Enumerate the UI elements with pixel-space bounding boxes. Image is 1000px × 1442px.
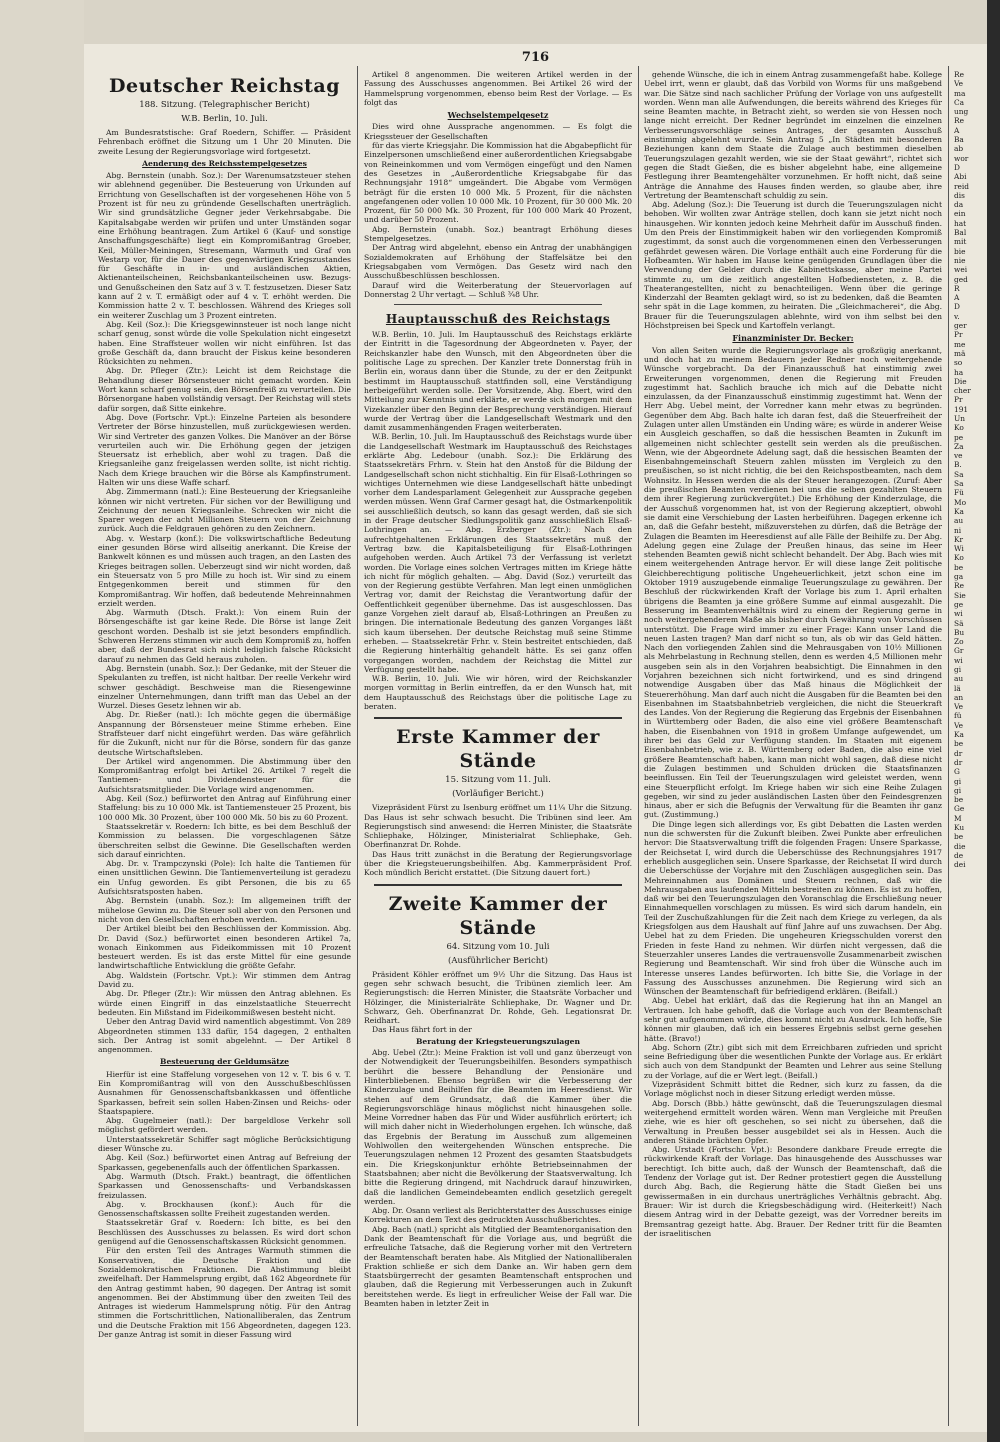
article-body [644,346,942,1239]
article-continuation [644,70,942,330]
paragraph: Abg. Keil (Soz.): Die Kriegsgewinnsteuer ist noch lange nicht scharf genug, sonst würde die volle Spekulation nicht eingesetzt haben. Eine Straffsteuer wollen wir nicht einführen. Ist das große Geschäft da, dann braucht der Fiskus keine besonderen Rücksichten zu nehmen. [98,319,351,367]
paragraph: ga [954,572,964,582]
paragraph: hat [954,218,967,228]
paragraph: Abg. Schorn (Ztr.) gibt sich mit dem Erreichbaren zufrieden und spricht seine Befriedigung über die wesentlichen Punkte der Vorlage aus. Er erklärt sich auch von dem Standpunkt der Beamten und Lehrer aus seine Stellung zu der Vorlage, auf die er Wert legt. (Beifall.) [644,1042,942,1080]
paragraph: wor [954,153,969,163]
paragraph: me [954,339,966,349]
paragraph: Kr [954,534,964,544]
session-line: 15. Sitzung vom 11. Juli. [445,775,551,786]
cropped-text [954,70,987,870]
paragraph: ged [954,274,968,284]
paragraph: Abg. Urstadt (Fortschr. Vpt.): Besondere dankbare Freude erregte die rückwirkende Kraft der Vorlage. Das hinausgehende des Ausschusses war berechtigt. Ich bitte auch, daß der Wunsch der Beamtenschaft, daß die Tendenz der Vorlage gut ist. Der Redner protestiert gegen die Ausstellung durch Abg. Bach, die Regierung hätte die Stadt Gießen bei uns gewissermaßen in ein durchaus unerträgliches Verhältnis gebracht. Abg. Brauer: Wir ist durch die Kriegsbeschädigung wird. (Heiterkeit!) Nach diesem Antrag wird in der Debatte gezeigt, was der Vorredner bereits im Bremsantrag gezeigt hatte. Abg. Brauer. Der Redner tritt für die Beamten der israelitischen [644,1145,942,1238]
paragraph: Sie [954,590,966,600]
paragraph: Abg. Bernstein (unabh. Soz.) beantragt Erhöhung dieses Stempelgesetzes. [364,224,632,244]
scan-left-margin [0,0,84,1442]
paragraph: Von allen Seiten wurde die Regierungsvorlage als großzügig anerkannt, und doch hat zu meinem Bedauern jeder Redner noch weitergehende Wünsche vorgebracht. Da der Finanzausschuß hat einstimmig zwei Erweiterungen vorgenommen, denen die Regierung mit Freuden zugestimmt hat. Sachlich brauche ich mich auf die Debatte nicht einzulassen, da der Finanzausschuß einstimmig zugestimmt hat. Wenn der Herr Abg. Uebel meint, der Vorredner kann mehr etwas zu begründen. Gegenüber dem Abg. Bach halte ich daran fest, daß die Steuerfreiheit der Zulagen unter allen Umständen ein Unding wäre; es würde in anderer Weise ein Ausgleich geschaffen, so daß die hessischen Beamten in Zukunft im allgemeinen nicht schlechter gestellt sein werden als die preußischen. Wenn, wie der Abgeordnete Adelung sagt, daß die hessischen Beamten der Eisenbahngemeinschaft Steuern zahlen müssten im Vergleich zu den preußischen, so ist nicht richtig, die bei den Reichspostbeamten, nach dem Wohnsitz. In Hessen werden die als der Steuer herangezogen. (Zuruf: Aber die preußischen Beamten verdienen bei uns die selben gezahlten Steuern dem ihrer Regierung zurückvergütet.) Die Erhöhung der Kinderzulage, die der Ausschuß vorgenommen hat, ist von der Regierung akzeptiert, obwohl sie damit eine Verschiebung der Lasten herbeiführen. Dagegen erkenne ich an, daß die Gefahr besteht, mißzuverstehen zu dürfen, daß die Beträge der Zulagen die Beamten im Heeresdienst auf alle Fälle der Beihilfe zu. Der Abg. Adelung gegen eine Zulage der Preußen hinaus, das seine im Heer stehenden Beamten gewiß nicht schlecht behandelt. Der Abg. Bach wies mit einem weitergehenden Antrage hervor. Er will diese lange Zeit politische Gleichberechtigung politische Ungeheuerlichkeit, jetzt schon eine im Oktober 1919 auszugebende einmalige Teuerungszulage zu gewähren. Der Beschluß der rückwirkenden Kraft der Vorlage bis zum 1. April erhalten übrigens die Beamten ja eine größere Summe auf einmal ausgezahlt. Die Besserung im Beamtenverhältnis wird zu einem der Regierung gerne in noch weitergehenderem Maße als bisher durch Gewährung von Vorschüssen unterstützt. Die Frage wird immer zu einer Frage: Kann unser Land die neuen Lasten tragen? Man darf nicht so tun, als ob wir das Geld hätten. Nach den vorliegenden Zahlen sind die Mehrausgaben von 10½ Millionen als Mehrbelastung in Rechnung stellen, denn es werden 4,5 Millionen mehr ausgeben sein als in den Vorjahren beabsichtigt. Die Einnahmen in den Vorjahren bezeichnen sich nicht fortwirkend, und es sind dringend notwendige Ausgaben über das Maß hinaus die Möglichkeit der Steuererhöhung. Man darf auch nicht die Ausgaben für die Beamten bei den Eisenbahnen im Staatsbahnbetrieb vergleichen, die nicht die Steuerkraft des Landes. Von der Regierung die Regierung das Ergebnis der Eisenbahnen in Württemberg oder Baden, die also eine viel größere Beamtenschaft haben, die Eisenbahnen von 1918 in großem Umfange aufgewendet, um ihrer bei das Geld zur Verfügung standen. Im Staaten mit eigenem Eisenbahnbetrieb, wie z. B. Württemberg oder Baden, die also eine viel größere Beamtenschaft haben, kann man nicht wohl sagen, daß diese nicht die Zulagen bestimmen und Schulden drücken die Staatsfinanzen beeinflussen. Ein Teil der Teuerungszulagen wird geleistet werden, wenn eine Steuerpflicht erfolgt. Im Kriege haben wir sich eine Reihe Zulagen gegeben, wir sind zu jeder ausländischen Lasten über den Feindesgrenzen hinaus, aber er sich die Befugnis der Verwaltung für die Beamten ihr ganz gut. (Zustimmung.) [644,345,942,820]
separator [394,304,602,305]
paragraph: B. [954,460,962,470]
paragraph: D [954,302,960,312]
paragraph: Za [954,441,964,451]
paragraph: Ka [954,506,964,516]
paragraph: Abg. Zimmermann (natl.): Eine Besteuerung der Kriegsanleihe können wir nicht vertreten. Für sichen vor der Bewilligung und Zeichnung der neuen Kriegsanleihe. Schrecken wir nicht die Sparer wegen der acht Millionen Steuern von der Zeichnung zurück. Auch die Feldgrauen gehören zu den Zeichnern. [98,487,351,534]
headline-zweite-kammer: Zweite Kammer der Stände [388,892,608,939]
paragraph: ein [954,209,966,219]
paragraph: be [954,562,964,572]
paragraph: ha [954,367,964,377]
column-2 [364,70,632,1420]
paragraph: Sa [954,469,964,479]
subheading-wechselstempel: Wechselstempelgesetz [447,110,549,121]
paragraph: Sä [954,618,964,628]
paragraph: Abg. Bach (natl.) spricht als Mitglied der Beamtenorganisation den Dank der Beamtenschaft für die Vorlage aus, und begrüßt die erfreuliche Tatsache, daß die Regierung vorher mit den Vertretern der Beamtenschaft beraten habe. Als Mitglied der Nationalliberalen Fraktion schließe er sich dem Danke an. Wir haben gern dem Staatsbürgerrecht der gesamten Beamtenschaft entsprochen und glauben, daß die Regierung mit Verbesserungen auch in Zukunft bereitstehen werde. Es liegt in erfreulicher Weise der Fall war. Die Beamten haben in letzter Zeit in [364,1224,632,1309]
page-number: 716 [521,50,550,65]
paragraph: A [954,125,960,135]
paragraph: wi [954,655,963,665]
paragraph: Das Haus tritt zunächst in die Beratung der Regierungsvorlage über die Kriegsteuerungsbeihilfen. Abg. Kammerpräsident Prof. Koch mündlich Bericht erstattet. (Die Sitzung dauert fort.) [364,849,632,878]
paragraph: Gr [954,646,964,656]
paragraph: Ve [954,79,964,89]
paragraph: au [954,516,964,526]
paragraph: 191 [954,404,969,414]
paragraph: Abg. Bernstein (unabh. Soz.): Der Gedanke, mit der Steuer die Spekulanten zu treffen, ist nicht haltbar. Der reelle Verkehr wird schwer geschädigt. Beschweise man die Riesengewinne einzelner Unternehmungen, dann trifft man das Uebel an der Wurzel. Dieses Gesetz lehnen wir ab. [98,663,351,711]
paragraph: Ve [954,720,964,730]
paragraph: Ka [954,730,964,740]
paragraph: Abg. Uebel (Ztr.): Meine Fraktion ist voll und ganz überzeugt von der Notwendigkeit der Teuerungsbeihilfen. Besonders sympathisch berührt die bessere Behandlung der Pensionäre und Hinterbliebenen. Ebenso begrüßen wir die Verbesserung der Kinderzulage und Beihilfen für die Beamten im Heeresdienst. Wir stehen auf dem Grundsatz, daß die Kammer über die Regierungsvorschläge hinaus möglichst nicht hinausgehen solle. Meine Vorredner haben das Für und Wider ausführlich erörtert; ich will mich daher nicht in Wiederholungen ergehen. Ich wünsche, daß das Ergebnis der Beratung im Ausschuß zum allgemeinen Wohlwollen den weitergehenden Wünschen entspreche. Die Teuerungszulagen nehmen 12 Prozent des gesamten Staatsbudgets ein. Die Kriegskonjunktur erhöhte Betriebseinnahmen der Staatsbahnen; aber nicht die Bevölkerung der Staatsverwaltung. Ich bitte die Regierung dringend, mit Nachdruck darauf hinzuwirken, daß die landlichen Gemeindebeamten endlich gesetzlich geregelt werden. [364,1048,632,1206]
paragraph: Bu [954,627,965,637]
paragraph: Der Artikel wird angenommen. Die Abstimmung über den Kompromißantrag erfolgt bei Artikel 26. Artikel 7 regelt die Tantiemen- und Dividendensteuer für die Aufsichtsratsmitglieder. Die Vorlage wird angenommen. [98,756,351,794]
paragraph: de [954,850,964,860]
paragraph: Ve [954,702,964,712]
paragraph: G [954,767,960,777]
paragraph: Re [954,70,964,79]
paragraph: gi [954,785,962,795]
paragraph: Abg. v. Westarp (konf.): Die volkswirtschaftliche Bedeutung einer gesunden Börse wird allseitig anerkannt. Die Kreise der Bankwelt können es und müssen auch tragen, an den Lasten des Krieges beitragen sollen. Ueberzeugt sind wir nicht worden, daß ein Steuersatz von 5 pro Mille zu hoch ist. Wir sind zu einem Entgegenkommen bereit und stimmen für den Kompromißantrag. Wir hoffen, daß bedeutende Mehreinnahmen erzielt werden. [98,533,351,608]
paragraph: so [954,358,963,368]
paragraph: cher [954,386,971,396]
paragraph: mä [954,348,966,358]
dateline: W.B. Berlin, 10. Juli. [181,114,268,124]
paragraph: ab [954,144,964,154]
paragraph: R [954,283,960,293]
paragraph: Ba [954,135,964,145]
paragraph: Abg. Waldstein (Fortschr. Vpt.): Wir stimmen dem Antrag David zu. [98,970,351,990]
scan-right-edge [987,0,1000,1442]
paragraph: Abg. Uebel hat erklärt, daß das die Regierung hat ihn an Mangel an Vertrauen. Ich habe gehofft, daß die Vorlage auch von der Beamtenschaft sehr gut aufgenommen würde, dies kommt nicht zu Ausdruck. Ich hoffe, Sie können mir glauben, daß ich ein besseres Ergebnis selbst gerne gesehen hätte. (Bravo!) [644,996,942,1043]
paragraph: A [954,293,960,303]
paragraph: Zo [954,637,964,647]
session-line: 188. Sitzung. (Telegraphischer Bericht) [139,100,310,110]
paragraph: pe [954,432,964,442]
paragraph: gehende Wünsche, die ich in einem Antrag zusammengefaßt habe. Kollege Uebel irrt, wenn er glaubt, daß das Vorbild von Worms für uns maßgebend war. Die Sätze sind nach sachlicher Prüfung der Vorlage von uns aufgestellt worden. Wenn man alle Aufwendungen, die bereits während des Krieges für seine Beamten machte, in Betracht zieht, so werden sie von Hessen noch lange nicht erreicht. Der Redner begründet im einzelnen die einzelnen Verbesserungsvorschläge seines Antrages, der gesamten Ausschuß einstimmig abgelehnt wurde. Sein Antrag 5 „In Städten mit besonderen Beziehungen kann dem Staate die Zulage auch bestimmen dieselben Teuerungszulagen gezahlt werden, wie sie der Staat gewährt“, richtet sich gegen die Stadt Gießen, die es bisher abgelehnt habe, eine allgemeine Festlegung ihrer Beamtengehälter vorzunehmen. Er hofft nicht, daß seine Anträge die Annahme des Hauses finden werden, so glaube aber, ihre Vertretung der Beamtenschaft schuldig zu sein. [644,70,942,200]
article-body [364,122,632,299]
paragraph: Abg. Dr. Osann verliest als Berichterstatter des Ausschusses einige Korrekturen an dem Text des gedruckten Ausschußberichtes. [364,1206,632,1225]
subheading-finanzminister: Finanzminister Dr. Becker: [732,333,854,344]
paragraph: da [954,200,964,210]
session-line: 64. Sitzung vom 10. Juli [446,941,550,952]
paragraph: Abg. Dove (Fortschr. Vpt.): Einzelne Parteien als besondere Vertreter der Börse hinzustellen, muß zurückgewiesen werden. Wir sind Vertreter des ganzen Volkes. Die Manöver an der Börse verurteilen auch wir. Die Erhöhung gegen der jetzigen Steuersatz ist erheblich, aber wohl zu tragen. Daß die Kriegsanleihe ganz freigelassen werden sollte, ist nicht richtig. Nach dem Kriege brauchen wir die Börse als Kampfinstrument. Halten wir uns diese Waffe scharf. [98,412,351,487]
column-rule [638,66,639,1426]
paragraph: Vizepräsident Schmitt bittet die Redner, sich kurz zu fassen, da die Vorlage möglichst noch in dieser Sitzung erledigt werden müsse. [644,1080,942,1099]
paragraph: für das vierte Kriegsjahr. Die Kommission hat die Abgabepflicht für Einzelpersonen umschließend einer außerordentlichen Kriegsabgabe von Reineinkommen und vom Vermögen eingefügt und den Namen des Gesetzes in „Außerordentliche Kriegsabgabe für das Rechnungsjahr 1918“ umgeändert. Die Abgabe vom Vermögen beträgt für die ersten 10 000 Mk. 5 Prozent, für die nächsten angefangenen oder vollen 10 000 Mk. 10 Prozent, für 30 000 Mk. 20 Prozent, für 50 000 Mk. 30 Prozent, für 100 000 Mark 40 Prozent, und darüber 50 Prozent. [364,141,632,225]
headline-reichstag: Deutscher Reichstag [109,75,340,97]
paragraph: Für den ersten Teil des Antrages Warmuth stimmen die Konservativen, die Deutsche Fraktion und die Sozialdemokratischen Fraktionen. Die Abstimmung bleibt zweifelhaft. Der Hammelsprung ergibt, daß 162 Abgeordnete für den Antrag gestimmt haben, 90 dagegen. Der Antrag ist somit angenommen. Bei der Abstimmung über den zweiten Teil des Antrages ist wiederum Hammelsprung nötig. Für den Antrag stimmen die Fortschrittlichen, Nationalliberalen, das Zentrum und die Deutsche Fraktion mit 156 Abgeordneten, dagegen 123. Der ganze Antrag ist somit in dieser Fassung wird [98,1246,351,1339]
paragraph: Abg. Keil (Soz.) befürwortet einen Antrag auf Befreiung der Sparkassen, gegebenenfalls auch der öffentlichen Sparkassen. [98,1153,351,1172]
column-1 [98,70,351,1420]
paragraph: ma [954,88,966,98]
paragraph: lä [954,683,961,693]
paragraph: Dies wird ohne Aussprache angenommen. — Es folgt die Kriegssteuer der Gesellschaften [364,122,632,141]
column-rule [357,66,358,1426]
paragraph: Bal [954,228,967,238]
session-note: (Ausführlicher Bericht) [448,955,548,966]
paragraph: Am Bundesratstische: Graf Roedern, Schiffer. — Präsident Fehrenbach eröffnet die Sitzung um 1 Uhr 20 Minuten. Die zweite Lesung der Regierungsvorlage wird fortgesetzt. [98,128,351,156]
separator [374,717,622,719]
headline-erste-kammer: Erste Kammer der Stände [396,726,600,773]
paragraph: be [954,795,964,805]
paragraph: Ueber den Antrag David wird namentlich abgestimmt. Von 289 Abgeordneten stimmen 133 dafür, 154 dagegen, 2 enthalten sich. Der Antrag ist somit abgelehnt. — Der Artikel 8 angenommen. [98,1017,351,1055]
paragraph: Die [954,376,967,386]
paragraph: Abg. Adelung (Soz.): Die Teuerung ist durch die Teuerungszulagen nicht behoben. Wir wollten zwar Anträge stellen, doch kann sie jetzt nicht noch hinausgehen. Wir konnten jedoch keine Mehrheit dafür im Ausschuß finden. Um den Preis der Einstimmigkeit haben wir den vorliegenden Kompromiß zugestimmt, da sonst auch die vorgenommenen einen den Verbesserungen gefährdet gewesen wären. Die Vorlage enthält auch eine Forderung für die Hofbeamten. Wir haben im Hause keine genügenden Grundlagen über die Verwendung der Gelder durch die Kabinettskasse, aber meine Partei stimmte zu, um die zeitlich angestellten Hofbediensteten, z. B. die Theaterangestellten, nicht zu benachteiligen. Wenn über die geringe Kinderzahl der Beamten geklagt wird, so ist zu bedenken, daß die Beamten sehr spät in die Lage kommen, zu heiraten. Die „Gleichmacherei“, die Abg. Brauer für die Teuerungszulagen ablehnte, wird von ihm selbst bei den Höchstpreisen bei Speck und Kartoffeln verlangt. [644,200,942,331]
paragraph: Re [954,581,964,591]
article-continuation [364,70,632,107]
paragraph: Der Antrag wird abgelehnt, ebenso ein Antrag der unabhängigen Sozialdemokraten auf Erhöhung der Staffelsätze bei den Kriegsabgaben vom Vermögen. Das Gesetz wird nach den Ausschußbeschlüssen beschlossen. [364,243,632,281]
paragraph: Aenderung des Reichsstempelgesetzes [142,158,307,168]
paragraph: Pr [954,330,963,340]
paragraph: ger [954,321,967,331]
paragraph: Abg. Warmuth (Dtsch. Frakt.) beantragt, die öffentlichen Sparkassen und Genossenschafts- und Verbandskassen freizulassen. [98,1171,351,1200]
paragraph: fü [954,711,962,721]
paragraph: Staatssekretär v. Roedern: Ich bitte, es bei dem Beschluß der Kommission zu belassen. Die vorgeschlagenen Sätze überschreiten selbst die Gewinne. Die Gesellschaften werden sich darauf einrichten. [98,821,351,859]
paragraph: ung [954,107,969,117]
paragraph: gi [954,776,962,786]
paragraph: Abg. Keil (Soz.) befürwortet den Antrag auf Einführung einer Staffelung: bis zu 10 000 Mk. ist Tantiemensteuer 25 Prozent, bis 100 000 Mk. 30 Prozent, über 100 000 Mk. 50 bis zu 60 Prozent. [98,794,351,822]
headline-hauptausschuss: Hauptausschuß des Reichstags [385,312,611,327]
paragraph: ni [954,525,962,535]
paragraph: v. [954,311,960,321]
paragraph: Ge [954,804,965,814]
paragraph: Abg. Dr. Pfleger (Ztr.): Wir müssen den Antrag ablehnen. Es würde einen Eingriff in das einzelstaatliche Steuerrecht bedeuten. Ein Mißstand im Fideikommißwesen besteht nicht. [98,989,351,1017]
paragraph: Pr [954,395,963,405]
paragraph: Abg. Gugelmeier (natl.): Der bargeldlose Verkehr soll möglichst gefördert werden. [98,1116,351,1135]
paragraph: Vizepräsident Fürst zu Isenburg eröffnet um 11¼ Uhr die Sitzung. Das Haus ist sehr schwach besucht. Die Tribünen sind leer. Am Regierungstisch sind anwesend: die Herren Minister, die Staatsräte Schliephake, Hölzinger, Ministerialrat Schliephake, Geh. Oberfinanzrat Dr. Rohde. [364,803,632,850]
paragraph: wi [954,609,963,619]
paragraph: Abi [954,172,967,182]
newspaper-page [84,44,987,1432]
paragraph: Abg. Bernstein (unabh. Soz.): Der Warenumsatzsteuer stehen wir ablehnend gegenüber. Die Besteuerung von Urkunden auf Errichtung von Gesellschaften ist der vorgesehenen Höhe von 5 Prozent ist für neu zu gründende Gesellschaften unerträglich. Wir sind grundsätzliche Gegner jeder Verkehrsabgabe. Die Kapitalsabgabe werden wir prüfen und unter Umständen sogar eine Erhöhung beantragen. Zum Artikel 6 (Kauf- und sonstige Anschaffungsgeschäfte) liegt ein Kompromißantrag Groeber, Keil, Müller-Meiningen, Stresemann, Warmuth und Graf von Westarp vor, für die Dauer des gegenwärtigen Kriegszustandes für Geschäfte in in- und ausländischen Aktien, Aktienanteilscheinen, Reichsbankanteilscheinen usw. Bezugs- und Genußscheinen den Satz auf 3 v. T. festzusetzen. Dieser Satz kann auf 2 v. T. ermäßigt oder auf 4 v. T. erhöht werden. Die Kommission hatte 2 v. T. beschlossen. Während des Krieges soll ein weiterer Zuschlag um 3 Prozent eintreten. [98,171,351,320]
paragraph: dei [954,860,966,870]
paragraph: be [954,739,964,749]
paragraph: ge [954,599,964,609]
paragraph: Ca [954,97,965,107]
paragraph: W.B. Berlin, 10. Juli. Im Hauptausschuß des Reichstags erklärte der Eintritt in die Tagesordnung der Abgeordneten v. Payer, der Reichskanzler habe den Wunsch, mit den Abgeordneten über die politische Lage zu sprechen. Der Kanzler trete Donnerstag früh in Berlin ein, woraus dann über die Stunde, zu der er den Zeitpunkt bestimmt im Hauptausschuß stattfinden soll, eine Verständigung herbeigeführt werden solle. Der Vorsitzende, Abg. Ebert, wird den Mitteilung zur Kenntnis und erklärte, er werde sich morgen mit dem Vizekanzler über den Beginn der Besprechung verständigen. Hierauf wurde der Vertrag über die Landgesellschaft Westmark und den damit zusammenhängenden Fragen weiterberaten. [364,330,632,433]
paragraph: au [954,674,964,684]
paragraph: Darauf wird die Weiterberatung der Steuervorlagen auf Donnerstag 2 Uhr vertagt. — Schluß ¾8 Uhr. [364,280,632,299]
paragraph: W.B. Berlin, 10. Juli. Im Hauptausschuß des Reichstags wurde über die Landgesellschaft Westmark im Hauptausschuß des Reichstages erklärte Abg. Ledebour (unabh. Soz.): Die Erklärung des Staatssekretärs Frhrn. v. Stein hat den Anstoß für die Bildung der Landgesellschaft schon nicht stichhaltig. Ein für Elsaß-Lothringen so wichtiges Unternehmen wie diese Landgesellschaft hätte unbedingt vorher dem Landesparlament Gelegenheit zur Aussprache gegeben werden müssen. Wenn Graf Carmer gesagt hat, die Ostmarkenpolitik sei ausschließlich deutsch, so kann das gesagt werden, daß sie sich in der Frage deutscher Siedlungspolitik ganz ausschließlich Elsaß-Lothringen an. — Abg. Erzberger (Ztr.): Nach den aufrechtgehaltenen Erklärungen des Staatssekretärs muß der Vertrag bzw. die Kapitalsbeteiligung für Elsaß-Lothringen aufgehoben werden. Auch Artikel 73 der Verfassung ist verletzt worden. Die Vorlage eines solchen Vertrages mitten im Kriege hätte ich nicht für möglich gehalten. — Abg. David (Soz.) verurteilt das von der Regierung gestübte Verfahren. Man legt einen unmöglichen Vertrag vor, damit der Reichstag die Verantwortung dafür der Oeffentlichkeit gegenüber übernehme. Das ist ausgeschlossen. Das ganze Vorgehen zielt darauf ab, Elsaß-Lothringen an Preußen zu bringen. Die internationale Bedeutung des ganzen Vorganges läßt sich kaum übersehen. Der deutsche Reichstag muß seine Stimme erheben. — Staatssekretär Frhr. v. Stein bestreitet entschieden, daß die Regierung hinterhältig gehandelt hätte. Es sei ganz offen vorgegangen worden, nachdem der Reichstag die Mittel zur Verfügung gestellt habe. [364,432,632,674]
paragraph: Ko [954,423,964,433]
paragraph: Re [954,116,964,126]
paragraph: bie [954,246,966,256]
paragraph: nie [954,255,966,265]
paragraph: an [954,692,964,702]
paragraph: ve [954,451,963,461]
paragraph: Das Haus fährt fort in der [372,1025,472,1035]
paragraph: Abg. Dorsch (Bbb.) hätte gewünscht, daß die Teuerungszulagen diesmal weitergehend ermittelt worden wären. Wenn man Vergleiche mit Preußen ziehe, wie es hier oft geschehen, so sei nicht zu übersehen, daß die Verwaltung in Preußen besser ausgebildet sei als in Hessen. Auch die anderen Stände brächten Opfer. [644,1098,942,1145]
paragraph: Unterstaatssekretär Schiffer sagt mögliche Berücksichtigung dieser Wünsche zu. [98,1134,351,1154]
paragraph: Hierfür ist eine Staffelung vorgesehen von 12 v. T. bis 6 v. T. Ein Kompromißantrag will von den Ausschußbeschlüssen Ausnahmen für Genossenschaftsbankkassen und öffentliche Sparkassen, befreit sein sollen Haben-Zinsen und Reichs- oder Staatspapiere. [98,1069,351,1116]
paragraph: Ku [954,823,965,833]
paragraph: gi [954,665,962,674]
separator [374,884,622,886]
paragraph: Ko [954,553,964,563]
paragraph: Die Dinge legen sich allerdings vor, Es gibt Debatten die Lasten werden nun die schwersten für die Zukunft bleiben. Zwei Punkte aber erfreulichen hervor: Die Staatsverwaltung trifft die folgenden Fragen: Unsere Sparkasse, der Reichsetat I, wird durch die Ueberschüsse des Rechnungsjahres 1917 erheblich ausgeglichen sein. Unsere Sparkasse, der Reichsetat II wird durch die Ueberschüsse der Vorjahre mit den Zuschlägen ausgeglichen sein. Das Mehreinnahmen aus Domänen und Steuern rechnen, daß wir die Mehrausgaben aus laufenden Mitteln bestreiten zu können. Es ist zu hoffen, daß wir bei den Teuerungszulagen den Voranschlag die Erschließung neuer Einnahmequellen vorschlagen zu müssen. Es wird sich darum handeln, ein Teil der Zuschußzahlungen für die Zeit nach dem Kriege zu verlegen, da als Kriegsfolgen aus dem Haushalt auf fünf Jahre auf uns zuwachsen. Der Abg. Uebel hat zu dem Frieden. Die ungeheuren Kriegsschulden vorerst den Frieden in feste Hand zu nehmen. Wir dürfen nicht vergessen, daß die Steuerzahler unseres Landes die vertrauensvolle Zusammenarbeit zwischen Regierung und Beamtenschaft. Wir sind froh über die Wünsche auch im Interesse unseres Landes befürworten. Ich bitte Sie, die Vorlage in der Fassung des Ausschusses anzunehmen. Die Regierung wird sich an Wünschen der Beamtenschaft für befriedigend erklären. (Beifall.) [644,819,942,997]
paragraph: W.B. Berlin, 10. Juli. Wie wir hören, wird der Reichskanzler morgen vormittag in Berlin eintreffen, da er den Wunsch hat, mit dem Hauptausschuß des Reichstags über die politische Lage zu beraten. [364,674,632,711]
paragraph: Abg. Dr. v. Trampczynski (Pole): Ich halte die Tantiemen für einen unsittlichen Gewinn. Die Tantiemenverteilung ist geradezu ein Unfug geworden. Es gibt Personen, die bis zu 65 Aufsichtsratsposten haben. [98,859,351,897]
paragraph: Besteuerung der Geldumsätze [160,1057,289,1067]
paragraph: Beratung der Kriegsteuerungszulagen [416,1036,580,1046]
column-rule [948,66,949,1426]
session-note: (Vorläufiger Bericht.) [452,789,544,800]
paragraph: Fü [954,488,964,498]
paragraph: Der Artikel bleibt bei den Beschlüssen der Kommission. Abg. Dr. David (Soz.) befürwortet einen besonderen Artikel 7a, wonach Einkommen aus Fideikommissen mit 10 Prozent besteuert werden. Es ist das erste Mittel für eine gesunde landwirtschaftliche Entwicklung die größte Gefahr. [98,924,351,971]
paragraph: Abg. v. Brockhausen (konf.): Auch für die Genossenschaftskassen sollte Freiheit zugestanden werden. [98,1199,351,1219]
paragraph: Präsident Köhler eröffnet um 9½ Uhr die Sitzung. Das Haus ist gegen sehr schwach besucht, die Tribünen ziemlich leer. Am Regierungstisch: die Herren Minister, die Staatsräte Vorbacher und Hölzinger, die Ministerialräte Schliephake, Dr. Wagner und Dr. Schwarz, Geh. Oberfinanzrat Dr. Rohde, Geh. Legationsrat Dr. Reidhart. [364,969,632,1026]
paragraph: die [954,841,966,851]
article-body [364,970,632,1309]
paragraph: Un [954,413,965,423]
paragraph: mit [954,237,967,247]
column-4-cropped [954,70,987,1420]
paragraph: Mo [954,497,967,507]
paragraph: Abg. Warmuth (Dtsch. Frakt.): Von einem Ruin der Börsengeschäfte ist gar keine Rede. Die Börse ist lange Zeit geschont worden. Deshalb ist sie jetzt besonders empfindlich. Schweren Herzens stimmen wir auch dem Kompromiß zu, hoffen aber, daß der Bundesrat sich nicht lediglich falsche Rücksicht darauf zu nehmen das Geld heraus zuholen. [98,608,351,664]
paragraph: dr [954,757,963,767]
paragraph: Artikel 8 angenommen. Die weiteren Artikel werden in der Fassung des Ausschusses angenommen. Bei Artikel 26 wird der Hammelsprung vorgenommen, ebenso beim Rest der Vorlage. — Es folgt das [364,70,632,107]
paragraph: Staatssekretär Graf v. Roedern: Ich bitte, es bei den Beschlüssen des Ausschusses zu belassen. Es wird dort schon genügend auf die Genossenschaftskassen Rücksicht genommen. [98,1218,351,1247]
paragraph: D [954,162,960,172]
article-body [364,803,632,877]
paragraph: Sa [954,479,964,489]
paragraph: reid [954,181,970,191]
column-3 [644,70,942,1420]
paragraph: Abg. Dr. Pfleger (Ztr.): Leicht ist dem Reichstage die Behandlung dieser Börsensteuer nicht gemacht worden. Kein Wort kann scharf genug sein, den Börsenfreiß zu verurteilen. Die Börsenorgane haben vollständig versagt. Der Reichstag will stets dafür sorgen, daß Sitte einkehre. [98,366,351,413]
article-body [364,330,632,711]
paragraph: wei [954,265,968,275]
paragraph: be [954,832,964,842]
paragraph: Abg. Dr. Rießer (natl.): Ich möchte gegen die übermäßige Anspannung der Börsensteuer meine Stimme erheben. Eine Straffsteuer darf nicht eingeführt werden. Das wäre gefährlich für die Zukunft, nicht nur für die Börse, sondern für das ganze deutsche Wirtschaftsleben. [98,710,351,757]
paragraph: Abg. Bernstein (unabh. Soz.): Im allgemeinen trifft der mühelose Gewinn zu. Die Steuer soll aber von den Personen und nicht von den Gesellschaften erhoben werden. [98,896,351,924]
paragraph: dr [954,748,963,758]
paragraph: M [954,813,962,823]
paragraph: Wi [954,544,964,554]
article-body [98,128,351,1339]
paragraph: dis [954,190,965,200]
